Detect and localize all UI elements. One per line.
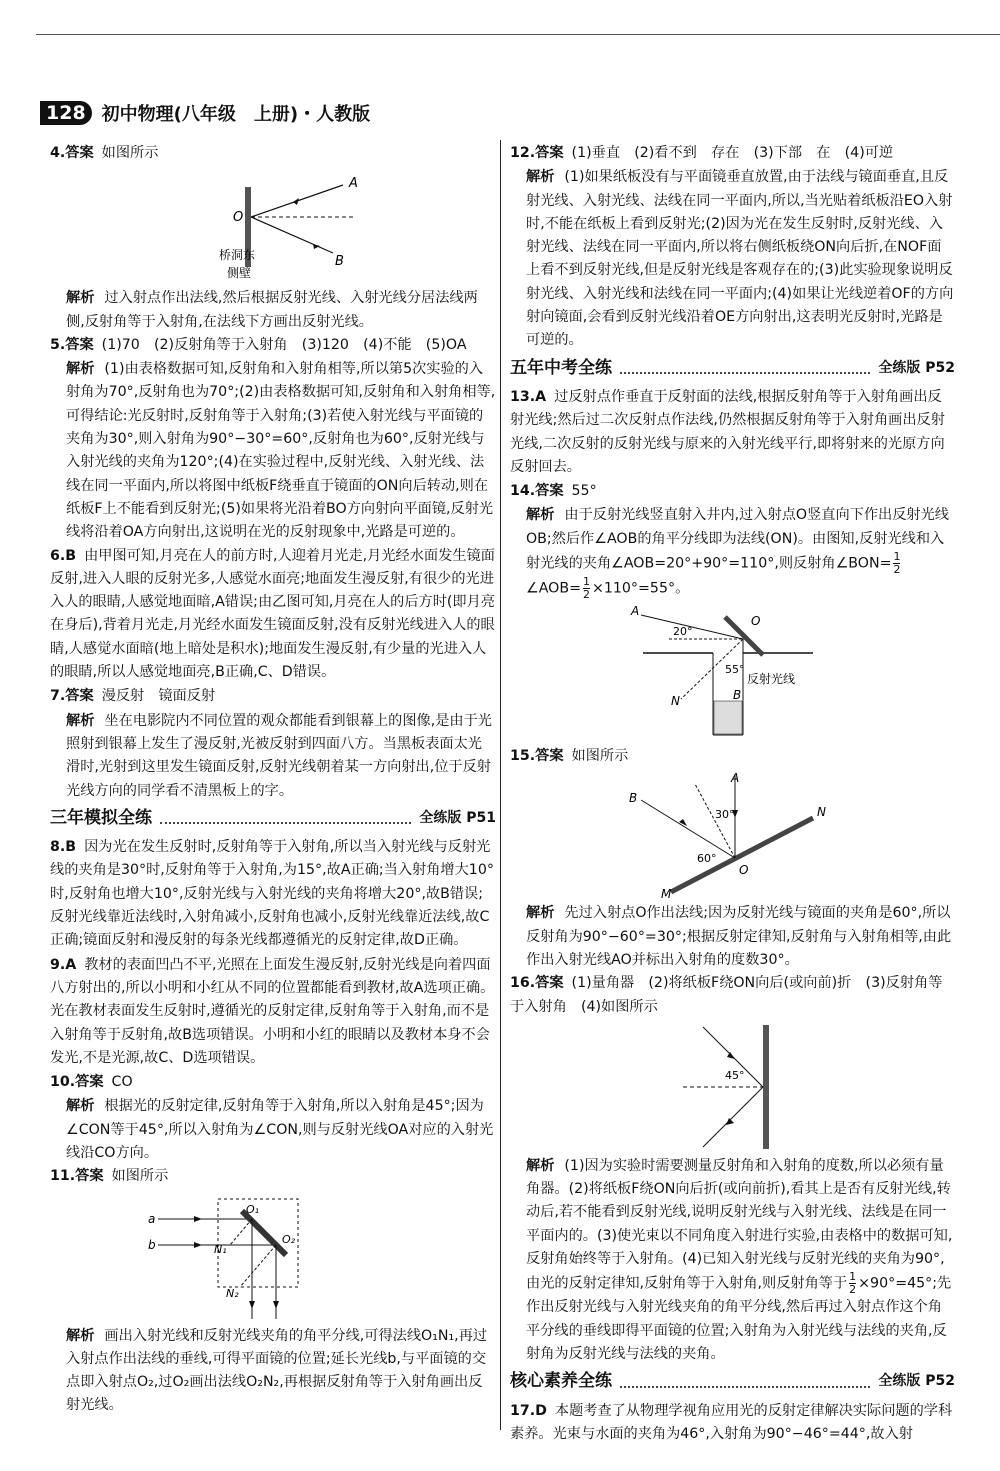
figure-q16 bbox=[613, 1021, 853, 1153]
figure-q4 bbox=[153, 167, 393, 285]
analysis-7: 解析 坐在电影院内不同位置的观众都能看到银幕上的图像,是由于光照射到银幕上发生了漫反射,光被反射到四面八方。当黑板表面太光滑时,光射到这里发生镜面反射,反射光线朝着某一方向射出,位于反射光线方向的同学看不清黑板上的字。 bbox=[66, 712, 492, 799]
water bbox=[714, 701, 742, 734]
answer-text: 如图所示 bbox=[101, 145, 159, 161]
analysis-5: 解析 (1)由表格数据可知,反射角和入射角相等,所以第5次实验的入射角为70°,反射角也为70°;(2)由表格数据可知,反射角和入射角相等,可得结论:光反射时,反射角等于入射角;(3)若使入射光线与平面镜的夹角为30°,则入射角为90°−30°=60°,反射角也为60°,反射光线与入射光线的夹角为120°;(4)在实验过程中,反射光线、入射光线、法线在同一平面内,所以将图中纸板F绕垂直于镜面的ON向后转动,则在纸板F上不能看到反射光;(5)如果将光沿着BO方向射向平面镜,反射光线将沿着OA方向射出,这说明在光的反射现象中,光路是可逆的。 bbox=[66, 361, 496, 541]
section-header-five-year: 五年中考全练 全练版 P52 bbox=[510, 357, 955, 378]
arrow-head bbox=[273, 1301, 279, 1309]
label-N1: N₁ bbox=[214, 1242, 227, 1256]
answer-text: (1)量角器 (2)将纸板F绕ON向后(或向前)折 (3)反射角等于入射角 (4)如图所示 bbox=[510, 975, 943, 1015]
label-20: 20° bbox=[672, 625, 692, 639]
label-O1: O₁ bbox=[246, 1202, 260, 1216]
label-b: b bbox=[148, 1237, 156, 1252]
normal-1 bbox=[230, 1219, 252, 1245]
fraction: $\frac{1}{2}$ bbox=[582, 575, 590, 602]
mirror bbox=[763, 1025, 769, 1149]
arrow-head bbox=[726, 1118, 734, 1125]
question-16: 16.答案 (1)量角器 (2)将纸板F绕ON向后(或向前)折 (3)反射角等于入射角 (4)如图所示 bbox=[510, 975, 943, 1015]
figure-q15 bbox=[613, 770, 853, 900]
label-O: O bbox=[738, 863, 748, 878]
answer-text: CO bbox=[111, 1074, 133, 1091]
reflected-ray bbox=[251, 217, 333, 253]
analysis-16: 解析 (1)因为实验时需要测量反射角和入射角的度数,所以必须有量角器。(2)将纸板F绕ON向后折(或向前折),看其上是否有反射光线,转动后,若不能看到反射光线,说明反射光线与入射光线、法线是在同一平面内的。(3)使光束以不同角度入射进行实验,由表格中的数据可知,反射角始终等于入射角。(4)已知入射光线与反射光线的夹角为90°,由光的反射定律知,反射角等于入射角,则反射角等于 $\frac{1}{2}$ ×90°=45°;先作出反射光线与入射光线夹角的角平分线,然后再过入射点作这个角平分线的垂线即得平面镜的位置;入射角为入射光线与法线的夹角,反射角为反射光线与法线的夹角。 bbox=[526, 1157, 953, 1362]
analysis-14: 解析 由于反射光线竖直射入井内,过入射点O竖直向下作出反射光线OB;然后作∠AOB的角平分线即为法线(ON)。由图知,反射光线和入射光线的夹角∠AOB=20°+90°=110°,则反射角∠BON= $\frac{1}{2}$ ∠AOB= $\frac{1}{2}$ ×110°=55°。 bbox=[526, 507, 949, 602]
arrow-head bbox=[194, 1216, 202, 1222]
label-N: N bbox=[816, 805, 826, 820]
question-9: 9.A 教材的表面凹凸不平,光照在上面发生漫反射,反射光线是向着四面八方射出的,所以小明和小红从不同的位置都能看到教材,故A选项正确。光在教材表面发生反射时,遵循光的反射定律,反射角等于入射角,而不是入射角等于反射角,故B选项错误。小明和小红的眼睛以及教材本身不会发光,不是光源,故C、D选项错误。 bbox=[50, 956, 495, 1066]
section-header-core: 核心素养全练 全练版 P52 bbox=[510, 1371, 955, 1392]
question-8: 8.B 因为光在发生反射时,反射角等于入射角,所以当入射光线与反射光线的夹角是30°时,反射角等于入射角,为15°,故A正确;当入射角增大10°时,反射角也增大10°,反射光线与入射光线的夹角将增大20°,故B错误;反射光线靠近法线时,入射角减小,反射角也减小,反射光线靠近法线,故C正确;镜面反射和漫反射的每条光线都遵循光的反射定律,故D正确。 bbox=[50, 839, 494, 949]
label-A: A bbox=[730, 771, 739, 786]
section-header-three-year: 三年模拟全练 全练版 P51 bbox=[50, 807, 496, 828]
reflected-ray bbox=[703, 1087, 763, 1147]
question-13: 13.A 过反射点作垂直于反射面的法线,根据反射角等于入射角画出反射光线;然后过二次反射点作法线,仍然根据反射角等于入射角画出反射光线,二次反射的反射光线与原来的入射光线平行,即将射来的光原方向反射回去。 bbox=[510, 388, 945, 475]
arrow-head bbox=[727, 1052, 735, 1059]
right-column bbox=[510, 142, 955, 1447]
arrow-head bbox=[194, 1242, 202, 1248]
mirror bbox=[671, 818, 813, 892]
figure-q14 bbox=[613, 603, 853, 743]
arrow-head bbox=[679, 819, 687, 826]
question-14: 14.答案 55° bbox=[510, 483, 597, 500]
label-reflect: 反射光线 bbox=[746, 672, 795, 687]
label-55: 55° bbox=[724, 663, 744, 677]
label-wall-2: 侧壁 bbox=[227, 266, 252, 281]
mirror-1 bbox=[242, 1211, 286, 1255]
analysis-10: 解析 根据光的反射定律,反射角等于入射角,所以入射角是45°;因为∠CON等于45°,所以入射角为∠CON,则与反射光线OA对应的入射光线沿CO方向。 bbox=[66, 1098, 494, 1161]
label-45: 45° bbox=[724, 1068, 744, 1082]
label-A: A bbox=[630, 604, 639, 619]
label-30: 30° bbox=[714, 808, 734, 822]
question-7: 7.答案 漫反射 镜面反射 bbox=[50, 688, 216, 705]
answer-text: 漫反射 镜面反射 bbox=[101, 688, 216, 705]
label-60: 60° bbox=[696, 852, 716, 866]
fraction: $\frac{1}{2}$ bbox=[849, 1270, 857, 1297]
answer-text: (1)垂直 (2)看不到 存在 (3)下部 在 (4)可逆 bbox=[571, 145, 894, 161]
answer-text: 55° bbox=[571, 483, 597, 500]
question-11: 11.答案 如图所示 bbox=[50, 1168, 169, 1185]
label-B: B bbox=[628, 791, 637, 806]
question-15: 15.答案 如图所示 bbox=[510, 748, 629, 765]
question-12: 12.答案 (1)垂直 (2)看不到 存在 (3)下部 在 (4)可逆 bbox=[510, 145, 894, 161]
label-O: O bbox=[233, 210, 244, 226]
label-B: B bbox=[732, 688, 741, 703]
answer-text: (1)70 (2)反射角等于入射角 (3)120 (4)不能 (5)OA bbox=[101, 336, 467, 353]
left-column bbox=[50, 142, 496, 1418]
question-17: 17.D 本题考查了从物理学视角应用光的反射定律解决实际问题的学科素养。光束与水面的夹角为46°,入射角为90°−46°=44°,故入射 bbox=[510, 1402, 953, 1442]
top-rule bbox=[36, 34, 1000, 35]
page-header bbox=[40, 98, 370, 128]
book-title: 初中物理(八年级 上册)・人教版 bbox=[101, 104, 371, 125]
dashed-ref bbox=[695, 784, 735, 858]
question-6: 6.B 由甲图可知,月亮在人的前方时,人迎着月光走,月光经水面发生镜面反射,进入人眼的反射光多,人感觉水面亮;地面发生漫反射,有很少的光进入人的眼睛,人感觉地面暗,A错误;由乙图可知,月亮在人的后方时(即月亮在身后),背着月光走,月光经水面发生镜面反射,没有反射光线进入人的眼睛,人感觉水面暗(地上暗处是积水);地面发生漫反射,有少量的光进入人的眼睛,所以人感觉地面亮,B正确,C、D错误。 bbox=[50, 547, 495, 681]
analysis-12: 解析 (1)如果纸板没有与平面镜垂直放置,由于法线与镜面垂直,且反射光线、入射光线、法线在同一平面内,所以,当光贴着纸板沿EO入射时,不能在纸板上看到反射光;(2)因为光在发生反射时,反射光线、入射光线、法线在同一平面内,所以将右侧纸板绕ON向后折,在NOF面上看不到反射光线,但是反射光线是客观存在的;(3)此实验现象说明反射光线、入射光线和法线在同一平面内;(4)如果让光线逆着OF的方向射向镜面,会看到反射光线沿着OE方向射出,这表明光反射时,光路是可逆的。 bbox=[526, 169, 954, 349]
arrow-head bbox=[313, 244, 320, 249]
analysis-15: 解析 先过入射点O作出法线;因为反射光线与镜面的夹角是60°,所以反射角为90°−60°=30°;根据反射定律知,反射角与入射角相等,由此作出入射光线AO并标出入射角的度数30°。 bbox=[526, 905, 952, 968]
question-4: 4.答案 如图所示 bbox=[50, 145, 159, 161]
arrow-head bbox=[249, 1301, 255, 1309]
label-O2: O₂ bbox=[282, 1232, 296, 1246]
normal-2 bbox=[240, 1245, 276, 1287]
analysis-4: 解析 过入射点作出法线,然后根据反射光线、入射光线分居法线两侧,反射角等于入射角,在法线下方画出反射光线。 bbox=[66, 290, 478, 330]
answer-text: 如图所示 bbox=[111, 1168, 169, 1185]
arrow-head bbox=[293, 198, 299, 205]
analysis-11: 解析 画出入射光线和反射光线夹角的角平分线,可得法线O₁N₁,再过入射点作出法线的垂线,可得平面镜的位置;延长光线b,与平面镜的交点即入射点O₂,过O₂画出法线O₂N₂,再根据反射角等于入射角画出反射光线。 bbox=[66, 1327, 488, 1414]
label-O: O bbox=[750, 614, 760, 629]
question-10: 10.答案 CO bbox=[50, 1074, 133, 1091]
label-B: B bbox=[335, 254, 344, 270]
fraction: $\frac{1}{2}$ bbox=[893, 550, 901, 577]
label-N: N bbox=[670, 694, 680, 709]
figure-q11 bbox=[148, 1191, 398, 1323]
label-a: a bbox=[148, 1211, 156, 1226]
label-wall-1: 桥洞东 bbox=[219, 248, 256, 263]
label-N2: N₂ bbox=[226, 1286, 239, 1300]
answer-text: 如图所示 bbox=[571, 748, 629, 765]
label-A: A bbox=[349, 176, 358, 192]
column-divider bbox=[500, 140, 501, 1430]
label-M: M bbox=[660, 887, 671, 901]
question-5: 5.答案 (1)70 (2)反射角等于入射角 (3)120 (4)不能 (5)OA bbox=[50, 336, 467, 353]
page-number: 128 bbox=[40, 101, 92, 125]
